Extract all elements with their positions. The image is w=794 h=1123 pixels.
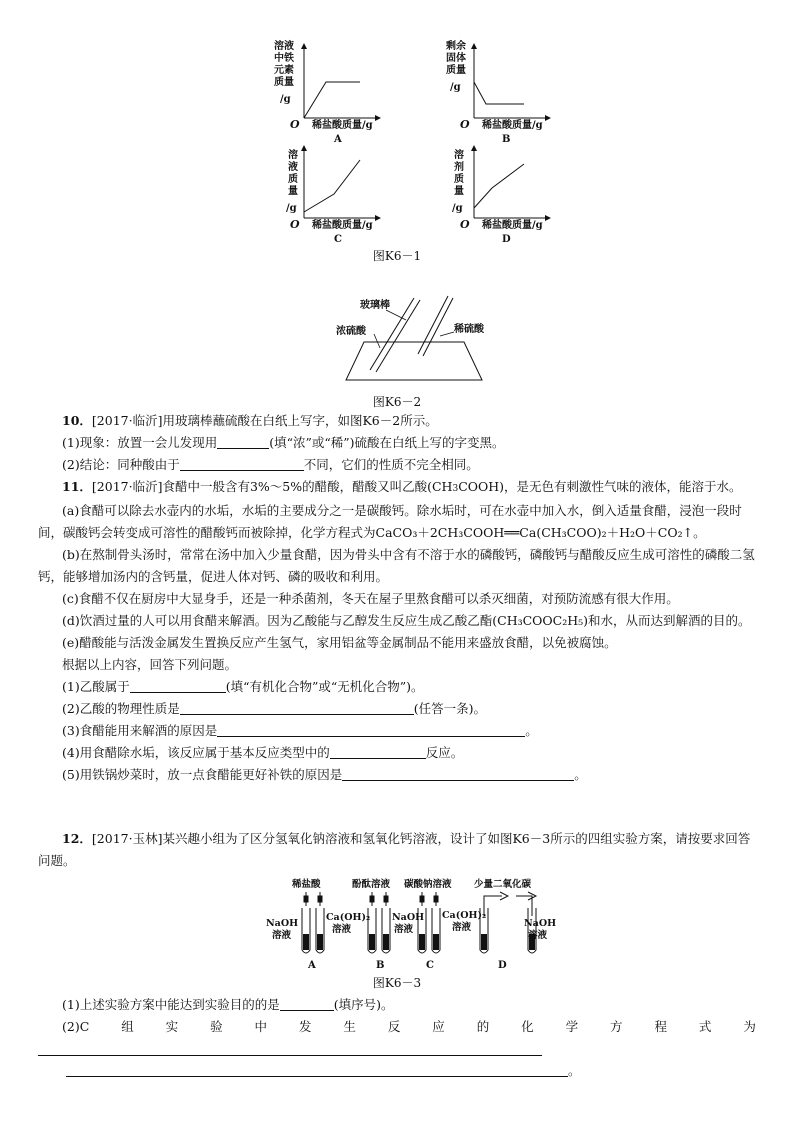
q11-paragraph-a: (a)食醋可以除去水壶内的水垢，水垢的主要成分之一是碳酸钙。除水垢时，可在水壶中加入水，倒入适量食醋，浸泡一段时间，碳酸钙会转变成可溶性的醋酸钙而被除掉，化学方程式为CaCO₃＋2CH₃COOH══Ca(CH₃COO)₂＋H₂O＋CO₂↑。 bbox=[38, 503, 742, 540]
graph-c-origin: O bbox=[290, 218, 300, 231]
q12-sub2: (2)C 组 实 验 中 发 生 反 应 的 化 学 方 程 式 为 bbox=[62, 1019, 756, 1034]
question-12-parts bbox=[38, 994, 756, 1082]
label-dilute-hcl: 稀盐酸 bbox=[292, 879, 321, 890]
label-dilute-acid: 稀硫酸 bbox=[454, 324, 484, 335]
q11-paragraph-b: (b)在熬制骨头汤时，常常在汤中加入少量食醋，因为骨头中含有不溶于水的磷酸钙，磷酸钙与醋酸反应生成可溶性的磷酸二氢钙，能够增加汤内的含钙量，促进人体对钙、磷的吸收和利用。 bbox=[38, 547, 755, 584]
graph-d bbox=[452, 146, 550, 245]
graph-c-ylabel: 溶 液 质 量 /g bbox=[286, 150, 298, 214]
q11-answer-blank-2[interactable] bbox=[180, 701, 414, 715]
q11-sub2: (2)乙酸的物理性质是 (任答一条)。 bbox=[62, 701, 486, 716]
label-c-caoh2: Ca(OH)₂ bbox=[442, 910, 487, 921]
figure-k6-3 bbox=[262, 876, 562, 972]
graph-a bbox=[274, 39, 380, 145]
figure-k6-1-caption: 图K6－1 bbox=[372, 249, 422, 263]
graph-a-letter: A bbox=[334, 134, 342, 145]
q11-intro: 11．[2017·临沂]食醋中一般含有3%～5%的醋酸，醋酸又叫乙酸(CH3COOH)，是无色有刺激性气味的液体，能溶于水。 bbox=[62, 479, 742, 494]
figure-k6-2-caption: 图K6－2 bbox=[372, 395, 422, 409]
group-letter-d: D bbox=[498, 960, 507, 971]
svg-text:溶液: 溶液 bbox=[394, 924, 414, 935]
figure-k6-1-graphs bbox=[268, 36, 558, 248]
graph-b-curve bbox=[474, 82, 524, 104]
graph-b-origin: O bbox=[460, 118, 470, 131]
graph-d-origin: O bbox=[460, 218, 470, 231]
q12-answer-line-1 bbox=[38, 1038, 756, 1060]
graph-a-ylabel: 溶液 中铁 元素 质量 /g bbox=[274, 41, 294, 105]
q11-sub3: (3)食醋能用来解酒的原因是 。 bbox=[62, 723, 538, 738]
graph-a-origin: O bbox=[290, 118, 300, 131]
question-11 bbox=[38, 476, 756, 786]
q11-answer-blank-5[interactable] bbox=[342, 767, 574, 781]
q11-sub5: (5)用铁锅炒菜时，放一点食醋能更好补铁的原因是 。 bbox=[62, 767, 587, 782]
q10-intro-line bbox=[38, 410, 756, 432]
q11-lead: 根据以上内容，回答下列问题。 bbox=[62, 657, 238, 672]
figure-k6-3-drawing bbox=[262, 876, 562, 972]
figure-k6-2-drawing bbox=[330, 290, 490, 386]
group-letter-c: C bbox=[426, 960, 434, 971]
svg-text:溶液: 溶液 bbox=[452, 922, 472, 933]
q12-sub1: (1)上述实验方案中能达到实验目的的是 (填序号)。 bbox=[62, 997, 394, 1012]
figure-k6-1 bbox=[268, 36, 558, 266]
svg-text:溶液: 溶液 bbox=[272, 930, 292, 941]
label-phenolphthalein: 酚酞溶液 bbox=[352, 879, 391, 890]
q11-sub1: (1)乙酸属于 (填“有机化合物”或“无机化合物”)。 bbox=[62, 679, 424, 694]
q12-answer-blank-2a[interactable] bbox=[38, 1042, 542, 1056]
label-d-naoh: NaOH bbox=[524, 918, 557, 929]
q11-answer-blank-3[interactable] bbox=[217, 723, 525, 737]
q12-answer-blank-1[interactable] bbox=[280, 997, 334, 1011]
q12-answer-blank-2b[interactable] bbox=[66, 1063, 568, 1077]
graph-d-ylabel: 溶 剂 质 量 /g bbox=[452, 150, 464, 214]
q11-answer-blank-1[interactable] bbox=[130, 679, 226, 693]
graph-c-curve bbox=[304, 160, 360, 212]
graph-d-curve bbox=[474, 164, 524, 208]
question-10 bbox=[38, 410, 756, 476]
graph-d-xlabel: 稀盐酸质量/g bbox=[482, 220, 543, 231]
q10-sub2: (2)结论：同种酸由于 不同，它们的性质不完全相同。 bbox=[62, 457, 479, 472]
label-glass-rod: 玻璃棒 bbox=[360, 300, 390, 311]
q10-source: [2017·临沂] bbox=[91, 413, 163, 428]
svg-text:溶液: 溶液 bbox=[528, 930, 548, 941]
graph-b bbox=[446, 39, 550, 145]
graph-a-curve bbox=[304, 82, 360, 118]
q11-answer-blank-4[interactable] bbox=[330, 745, 426, 759]
graph-b-letter: B bbox=[502, 134, 511, 145]
q11-sub4: (4)用食醋除水垢，该反应属于基本反应类型中的 反应。 bbox=[62, 745, 464, 760]
graph-c bbox=[286, 146, 380, 245]
label-sodium-carbonate: 碳酸钠溶液 bbox=[404, 879, 452, 890]
white-paper bbox=[346, 342, 482, 380]
group-letter-b: B bbox=[376, 960, 385, 971]
question-12 bbox=[38, 828, 756, 872]
figure-k6-2 bbox=[330, 290, 490, 390]
q11-paragraph-e: (e)醋酸能与活泼金属发生置换反应产生氢气，家用铝盆等金属制品不能用来盛放食醋，以免被腐蚀。 bbox=[62, 635, 617, 650]
label-concentrated-acid: 浓硫酸 bbox=[336, 326, 366, 337]
label-a-caoh2: Ca(OH)₂ bbox=[326, 912, 371, 923]
graph-b-ylabel: 剩余 固体 质量 /g bbox=[446, 41, 466, 93]
label-b-naoh: NaOH bbox=[392, 912, 425, 923]
group-letter-a: A bbox=[308, 960, 316, 971]
q10-answer-blank-1[interactable] bbox=[217, 435, 269, 449]
q12-answer-line-2: 。 bbox=[38, 1060, 756, 1082]
graph-d-letter: D bbox=[502, 234, 511, 245]
label-a-naoh: NaOH bbox=[266, 918, 299, 929]
q11-paragraph-d: (d)饮酒过量的人可以用食醋来解酒。因为乙酸能与乙醇发生反应生成乙酸乙酯(CH₃COOC₂H₅)和水，从而达到解酒的目的。 bbox=[62, 613, 751, 628]
q10-sub1: (1)现象：放置一会儿发现用 (填“浓”或“稀”)硫酸在白纸上写的字变黑。 bbox=[62, 435, 505, 450]
q10-answer-blank-2[interactable] bbox=[180, 457, 304, 471]
graph-b-xlabel: 稀盐酸质量/g bbox=[482, 120, 543, 131]
label-carbon-dioxide: 少量二氧化碳 bbox=[474, 879, 532, 890]
q12-intro: 12．[2017·玉林]某兴趣小组为了区分氢氧化钠溶液和氢氧化钙溶液，设计了如图K6－3所示的四组实验方案，请按要求回答问题。 bbox=[38, 831, 751, 868]
graph-c-letter: C bbox=[334, 234, 342, 245]
graph-c-xlabel: 稀盐酸质量/g bbox=[312, 220, 373, 231]
q10-intro: 用玻璃棒蘸硫酸在白纸上写字，如图K6－2所示。 bbox=[162, 413, 438, 428]
q10-number: 10． bbox=[62, 413, 92, 428]
graph-a-xlabel: 稀盐酸质量/g bbox=[312, 120, 373, 131]
q11-equation: CaCO₃＋2CH₃COOH══Ca(CH₃COO)₂＋H₂O＋CO₂↑。 bbox=[375, 525, 706, 540]
q11-paragraph-c: (c)食醋不仅在厨房中大显身手，还是一种杀菌剂，冬天在屋子里熬食醋可以杀灭细菌，对预防流感有很大作用。 bbox=[62, 591, 679, 606]
svg-text:溶液: 溶液 bbox=[332, 924, 352, 935]
figure-k6-3-caption: 图K6－3 bbox=[372, 976, 422, 990]
